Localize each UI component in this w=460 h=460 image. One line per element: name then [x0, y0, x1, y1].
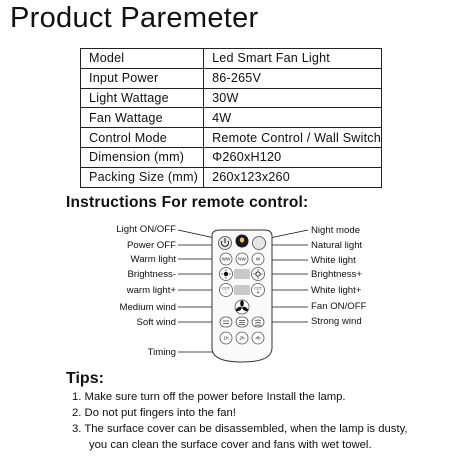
- label-medium-wind: Medium wind: [119, 302, 176, 313]
- remote-diagram: [0, 216, 460, 366]
- spec-value: 30W: [204, 88, 382, 108]
- button-ww-text[interactable]: WW: [221, 256, 231, 262]
- label-brightness-minus: Brightness-: [127, 269, 176, 280]
- tips-heading: Tips:: [66, 370, 104, 387]
- button-timer-2h[interactable]: 2h: [239, 335, 245, 341]
- label-fan-onoff: Fan ON/OFF: [311, 301, 367, 312]
- spec-key: Packing Size (mm): [81, 167, 204, 187]
- button-nw-text[interactable]: NW: [238, 256, 246, 262]
- spec-value: 4W: [204, 108, 382, 128]
- table-row: [81, 147, 382, 167]
- instructions-heading: Instructions For remote control:: [66, 194, 309, 211]
- table-row: [81, 167, 382, 187]
- button-w-text[interactable]: W: [255, 256, 261, 262]
- tip-item: 2. Do not put fingers into the fan!: [72, 407, 236, 419]
- spec-value: 86-265V: [204, 68, 382, 88]
- spec-key: Light Wattage: [81, 88, 204, 108]
- table-row: [81, 108, 382, 128]
- button-timer-4h[interactable]: 4h: [255, 335, 261, 341]
- spec-value: 260x123x260: [204, 167, 382, 187]
- spec-key: Dimension (mm): [81, 147, 204, 167]
- spec-key: Fan Wattage: [81, 108, 204, 128]
- button-cct-plus-text[interactable]: CCT +: [254, 286, 262, 296]
- spec-value: Remote Control / Wall Switch: [204, 128, 382, 148]
- button-cct-minus-text[interactable]: CCT -: [222, 286, 230, 296]
- spec-key: Input Power: [81, 68, 204, 88]
- label-natural-light: Natural light: [311, 240, 363, 251]
- table-row: [81, 128, 382, 148]
- tip-continuation: you can clean the surface cover and fans with wet towel.: [89, 439, 372, 451]
- spec-table: [80, 48, 382, 188]
- remote-control-drawing: [0, 216, 460, 366]
- table-row: [81, 49, 382, 69]
- label-brightness-plus: Brightness+: [311, 269, 362, 280]
- spec-key: Model: [81, 49, 204, 69]
- label-light-onoff: Light ON/OFF: [116, 224, 176, 235]
- label-strong-wind: Strong wind: [311, 316, 362, 327]
- button-timer-1h[interactable]: 1h: [223, 335, 229, 341]
- label-warm-light: Warm light: [130, 254, 176, 265]
- label-timing: Timing: [147, 347, 176, 358]
- spec-key: Control Mode: [81, 128, 204, 148]
- tip-item: 3. The surface cover can be disassembled, when the lamp is dusty,: [72, 423, 408, 435]
- label-white-light-plus: White light+: [311, 285, 362, 296]
- label-soft-wind: Soft wind: [136, 317, 176, 328]
- spec-value: Φ260xH120: [204, 147, 382, 167]
- tip-item: 1. Make sure turn off the power before Install the lamp.: [72, 391, 346, 403]
- spec-value: Led Smart Fan Light: [204, 49, 382, 69]
- page-title: Product Paremeter: [10, 2, 259, 34]
- label-warm-light-plus: warm light+: [126, 285, 176, 296]
- table-row: [81, 88, 382, 108]
- label-white-light: White light: [311, 255, 356, 266]
- label-power-off: Power OFF: [126, 240, 176, 251]
- label-night-mode: Night mode: [311, 225, 361, 236]
- tips-list: [72, 389, 408, 453]
- table-row: [81, 68, 382, 88]
